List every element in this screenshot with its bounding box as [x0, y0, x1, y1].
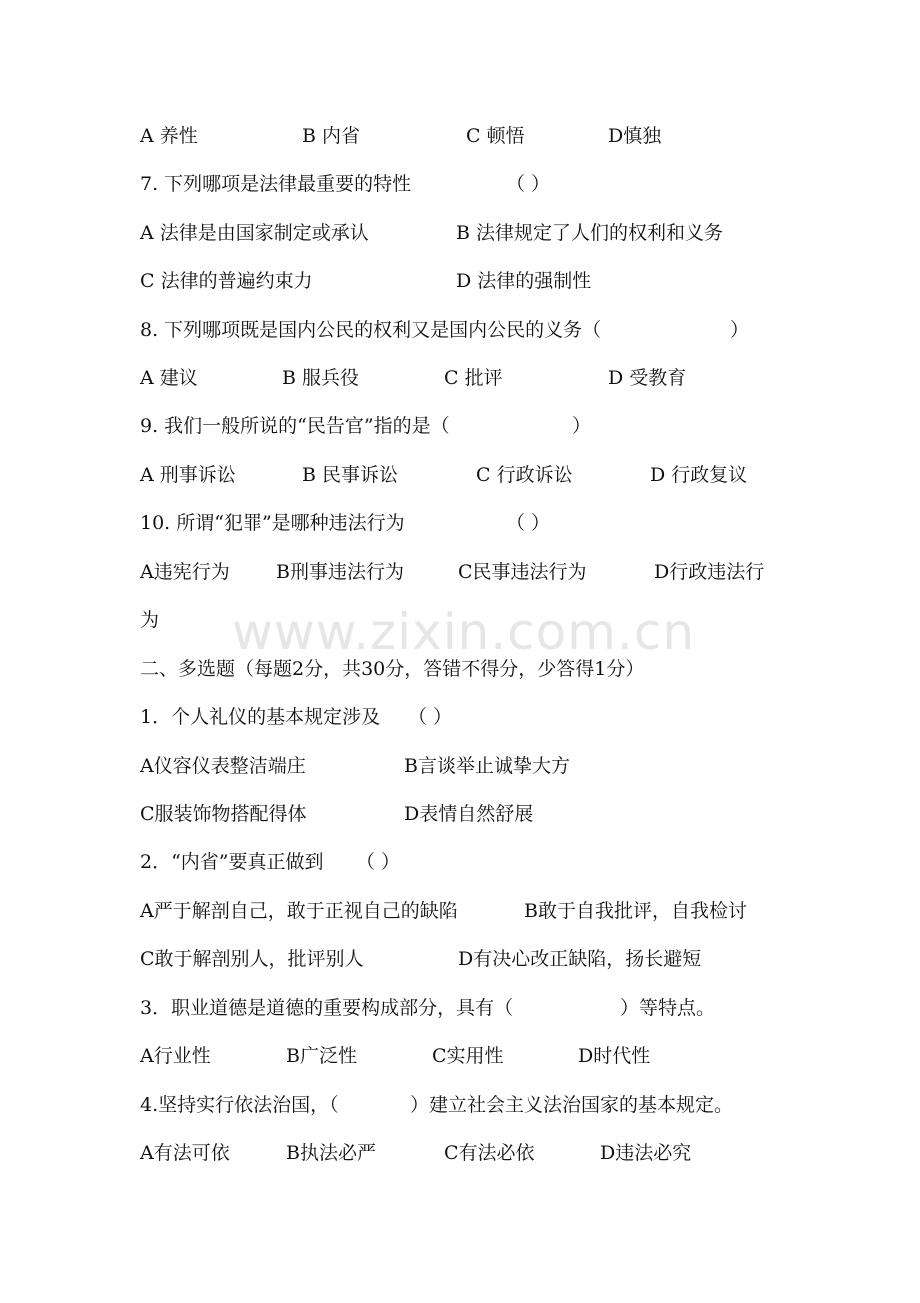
q7-options-row-2 [140, 261, 800, 301]
q7-options-row-1 [140, 213, 800, 253]
question-10-stem: 10. 所谓“犯罪”是哪种违法行为 [140, 512, 405, 534]
m3-option-c: C实用性 [432, 1045, 504, 1067]
question-7 [140, 164, 800, 204]
m4-option-d: D违法必究 [600, 1142, 692, 1164]
q6-option-b: B 内省 [302, 125, 361, 147]
q8-option-d: D 受教育 [608, 367, 687, 389]
multi-question-2 [140, 842, 800, 882]
question-7-blank: （ ） [506, 173, 551, 195]
q6-options [140, 116, 800, 156]
question-8 [140, 310, 800, 350]
multi-question-1-stem: 1．个人礼仪的基本规定涉及 [140, 706, 381, 728]
m2-option-d: D有决心改正缺陷，扬长避短 [458, 948, 702, 970]
q10-option-b: B刑事违法行为 [276, 561, 404, 583]
q10-option-d: D行政违法行 [654, 561, 765, 583]
question-9-stem: 9. 我们一般所说的“民告官”指的是（ [140, 415, 450, 437]
q7-option-b: B 法律规定了人们的权利和义务 [456, 222, 724, 244]
m2-option-a: A严于解剖自己，敢于正视自己的缺陷 [140, 900, 458, 922]
question-9-blank: ） [572, 415, 592, 437]
multi-question-4-tail: ）建立社会主义法治国家的基本规定。 [410, 1094, 734, 1116]
q10-option-d-continuation: 为 [140, 609, 160, 631]
m3-option-d: D时代性 [578, 1045, 651, 1067]
question-8-blank: ） [730, 319, 750, 341]
q8-options [140, 358, 800, 398]
multi-question-1-blank: （ ） [408, 706, 453, 728]
m1-option-c: C服装饰物搭配得体 [140, 803, 307, 825]
m2-option-c: C敢于解剖别人，批评别人 [140, 948, 364, 970]
m2-options-row-1 [140, 891, 800, 931]
q6-option-d: D慎独 [608, 125, 662, 147]
m2-option-b: B敢于自我批评，自我检讨 [524, 900, 747, 922]
m4-option-b: B执法必严 [286, 1142, 376, 1164]
m1-options-row-2 [140, 794, 800, 834]
m1-option-b: B言谈举止诚挚大方 [404, 755, 570, 777]
multi-question-3 [140, 988, 800, 1028]
multi-question-3-stem: 3．职业道德是道德的重要构成部分，具有（ [140, 997, 514, 1019]
m1-option-d: D表情自然舒展 [404, 803, 534, 825]
q7-option-d: D 法律的强制性 [456, 270, 592, 292]
q7-option-c: C 法律的普遍约束力 [140, 270, 313, 292]
watermark: www.zixin.com.cn [232, 603, 696, 661]
q8-option-a: A 建议 [140, 367, 198, 389]
m3-options [140, 1036, 800, 1076]
q9-option-a: A 刑事诉讼 [140, 464, 236, 486]
multi-question-4 [140, 1085, 800, 1125]
q8-option-c: C 批评 [444, 367, 503, 389]
q10-options-wrap [140, 600, 800, 640]
m1-options-row-1 [140, 746, 800, 786]
m3-option-b: B广泛性 [286, 1045, 357, 1067]
q10-option-a: A违宪行为 [140, 561, 230, 583]
question-9 [140, 406, 800, 446]
question-10 [140, 503, 800, 543]
section-2-heading [140, 649, 800, 689]
question-8-stem: 8. 下列哪项既是国内公民的权利又是国内公民的义务（ [140, 319, 602, 341]
multi-question-1 [140, 697, 800, 737]
m4-option-a: A有法可依 [140, 1142, 230, 1164]
q10-options [140, 552, 800, 592]
multi-question-4-stem: 4.坚持实行依法治国，（ [140, 1094, 339, 1116]
m2-options-row-2 [140, 939, 800, 979]
q8-option-b: B 服兵役 [282, 367, 360, 389]
multi-question-3-tail: ）等特点。 [620, 997, 716, 1019]
multi-question-2-blank: （ ） [356, 851, 401, 873]
q9-options [140, 455, 800, 495]
m3-option-a: A行业性 [140, 1045, 211, 1067]
question-10-blank: （ ） [506, 512, 551, 534]
q9-option-c: C 行政诉讼 [476, 464, 573, 486]
m1-option-a: A仪容仪表整洁端庄 [140, 755, 306, 777]
section-2-heading-text: 二、多选题（每题2分，共30分，答错不得分，少答得1分） [140, 658, 645, 680]
multi-question-2-stem: 2．“内省”要真正做到 [140, 851, 324, 873]
q9-option-b: B 民事诉讼 [302, 464, 399, 486]
q6-option-c: C 顿悟 [466, 125, 525, 147]
m4-option-c: C有法必依 [444, 1142, 535, 1164]
q7-option-a: A 法律是由国家制定或承认 [140, 222, 369, 244]
q6-option-a: A 养性 [140, 125, 198, 147]
question-7-stem: 7. 下列哪项是法律最重要的特性 [140, 173, 412, 195]
q10-option-c: C民事违法行为 [458, 561, 587, 583]
m4-options [140, 1133, 800, 1173]
q9-option-d: D 行政复议 [650, 464, 748, 486]
